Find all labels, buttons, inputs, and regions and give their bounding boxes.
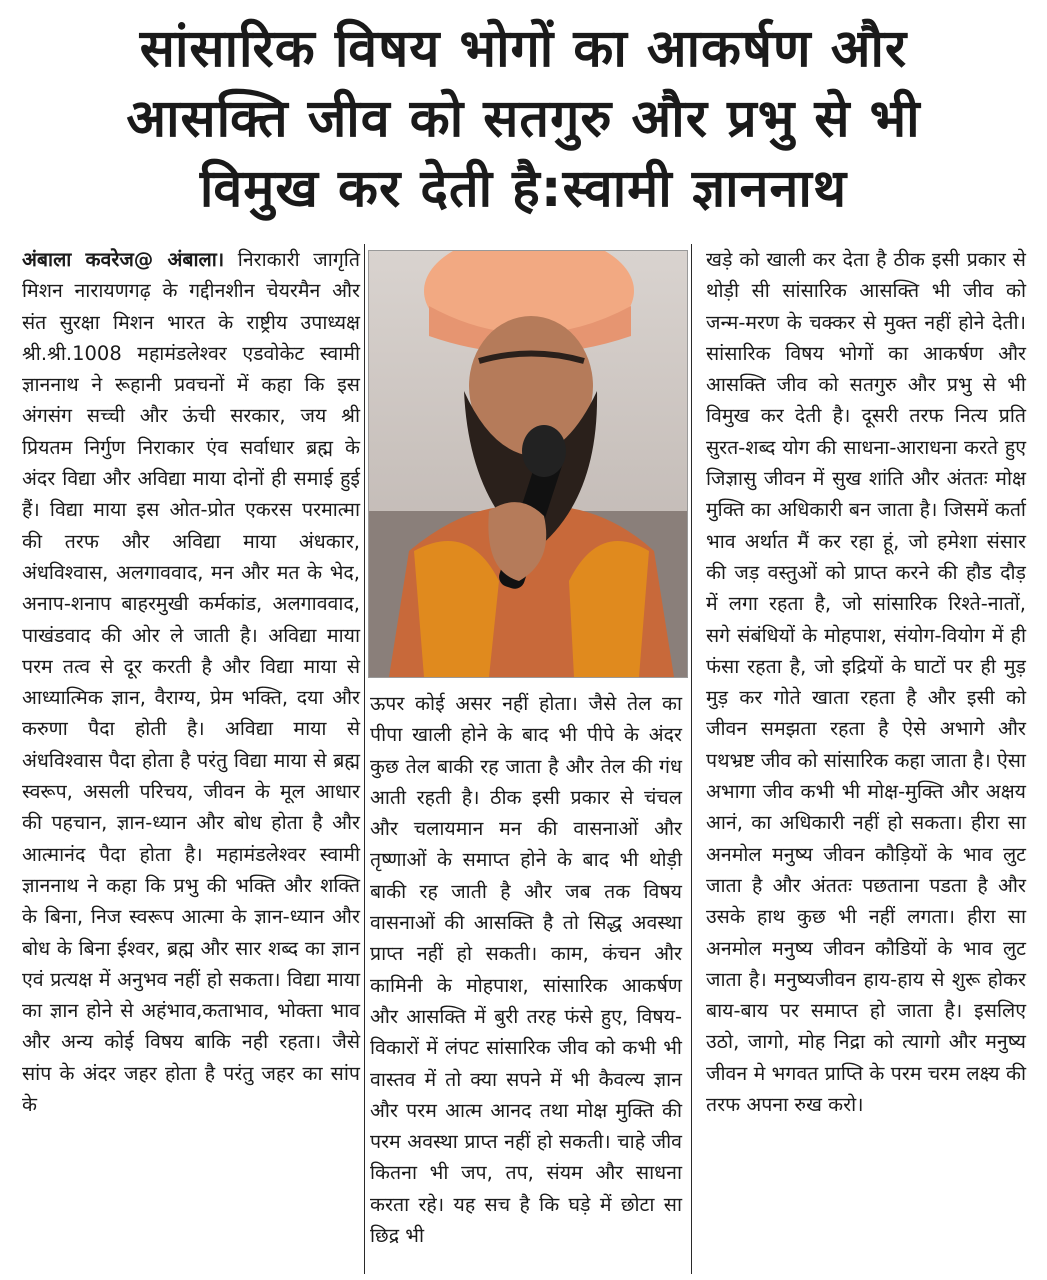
- headline-line-3: विमुख कर देती है:स्वामी ज्ञाननाथ: [199, 159, 848, 219]
- column-3-text: खड़े को खाली कर देता है ठीक इसी प्रकार से थोड़ी सी सांसारिक आसक्ति भी जीव को जन्म-मरण के चक्कर से मुक्त नहीं होने देती। सांसारिक विषय भोगों का आकर्षण और आसक्ति जीव को सतगुरु और प्रभु से भी विमुख कर देती है। दूसरी तरफ नित्य प्रति सुरत-शब्द योग की साधना-आराधना करते हुए जिज्ञासु जीवन में सुख शांति और अंततः मोक्ष मुक्ति का अधिकारी बन जाता है। जिसमें कर्ता भाव अर्थात मैं कर रहा हूं, जो हमेशा संसार की जड़ वस्तुओं को प्राप्त करने की हौड दौड़ में लगा रहता है, जो सांसारिक रिश्ते-नातों, सगे संबंधियों के मोहपाश, संयोग-वियोग में ही फंसा रहता है, जो इद्रियों के घाटों पर ही मुड़ मुड़ कर गोते खाता रहता है और इसी को जीवन समझता रहता है ऐसे अभागे और पथभ्रष्ट जीव को सांसारिक कहा जाता है। ऐसा अभागा जीव कभी भी मोक्ष-मुक्ति और अक्षय आनं, का अधिकारी नहीं हो सकता। हीरा सा अनमोल मनुष्य जीवन कौड़ियों के भाव लुट जाता है और अंततः पछताना पडता है और उसके हाथ कुछ भी नहीं लगता। हीरा सा अनमोल मनुष्य जीवन कौडियों के भाव लुट जाता है। मनुष्यजीवन हाय-हाय से शुरू होकर बाय-बाय पर समाप्त हो जाता है। इसलिए उठो, जागो, मोह निद्रा को त्यागो और मनुष्य जीवन मे भगवत प्राप्ति के परम चरम लक्ष्य की तरफ अपना रुख करो।: [706, 248, 1026, 1117]
- article-column-1: [22, 244, 360, 1120]
- headline: [20, 14, 1027, 224]
- article-column-3: [706, 244, 1026, 1120]
- column-1-text: निराकारी जागृति मिशन नारायणगढ़ के गद्दीनशीन चेयरमैन और संत सुरक्षा मिशन भारत के राष्ट्रीय उपाध्यक्ष श्री.श्री.1008 महामंडलेश्वर एडवोकेट स्वामी ज्ञाननाथ ने रूहानी प्रवचनों में कहा कि इस अंगसंग सच्ची और ऊंची सरकार, जय श्री प्रियतम निर्गुण निराकार एंव सर्वाधार ब्रह्म के अंदर विद्या और अविद्या माया दोनों ही समाई हुई हैं। विद्या माया इस ओत-प्रोत एकरस परमात्मा की तरफ और अविद्या माया अंधकार, अंधविश्वास, अलगाववाद, मन और मत के भेद, अनाप-शनाप बाहरमुखी कर्मकांड, अलगाववाद, पाखंडवाद की ओर ले जाती है। अविद्या माया परम तत्व से दूर करती है और विद्या माया से आध्यात्मिक ज्ञान, वैराग्य, प्रेम भक्ति, दया और करुणा पैदा होती है। अविद्या माया से अंधविश्वास पैदा होता है परंतु विद्या माया से ब्रह्म स्वरूप, असली परिचय, जीवन के मूल आधार की पहचान, ज्ञान-ध्यान और बोध होता है और आत्मानंद पैदा होता है। महामंडलेश्वर स्वामी ज्ञाननाथ ने कहा कि प्रभु की भक्ति और शक्ति के बिना, निज स्वरूप आत्मा के ज्ञान-ध्यान और बोध के बिना ईश्वर, ब्रह्म और सार शब्द का ज्ञान एवं प्रत्यक्ष में अनुभव नहीं हो सकता। विद्या माया का ज्ञान होने से अहंभाव,कताभाव, भोक्ता भाव और अन्य कोई विषय बाकि नही रहता। जैसे सांप के अंदर जहर होता है परंतु जहर का सांप के: [22, 248, 360, 1117]
- headline-line-1: सांसारिक विषय भोगों का आकर्षण और: [139, 19, 908, 79]
- headline-line-2: आसक्ति जीव को सतगुरु और प्रभु से भी: [126, 89, 921, 149]
- column-2-text: ऊपर कोई असर नहीं होता। जैसे तेल का पीपा खाली होने के बाद भी पीपे के अंदर कुछ तेल बाकी रह जाता है और तेल की गंध आती रहती है। ठीक इसी प्रकार से चंचल और चलायमान मन की वासनाओं और तृष्णाओं के समाप्त होने के बाद भी थोड़ी बाकी रह जाती है और जब तक विषय वासनाओं की आसक्ति है तो सिद्ध अवस्था प्राप्त नहीं हो सकती। काम, कंचन और कामिनी के मोहपाश, सांसारिक आकर्षण और आसक्ति में बुरी तरह फंसे हुए, विषय-विकारों में लंपट सांसारिक जीव को कभी भी वास्तव में तो क्या सपने में भी कैवल्य ज्ञान और परम आत्म आनद तथा मोक्ष मुक्ति की परम अवस्था प्राप्त नहीं हो सकती। चाहे जीव कितना भी जप, तप, संयम और साधना करता रहे। यह सच है कि घड़े में छोटा सा छिद्र भी: [370, 692, 682, 1248]
- swami-photo-illustration: [369, 251, 687, 677]
- article-column-2: [370, 688, 682, 1251]
- article-paragraph-1: [22, 244, 360, 1120]
- column-divider-left: [364, 244, 365, 1274]
- byline: अंबाला कवरेज@ अंबाला।: [22, 248, 225, 271]
- swami-photo: [368, 250, 688, 678]
- column-divider-right: [691, 244, 692, 1274]
